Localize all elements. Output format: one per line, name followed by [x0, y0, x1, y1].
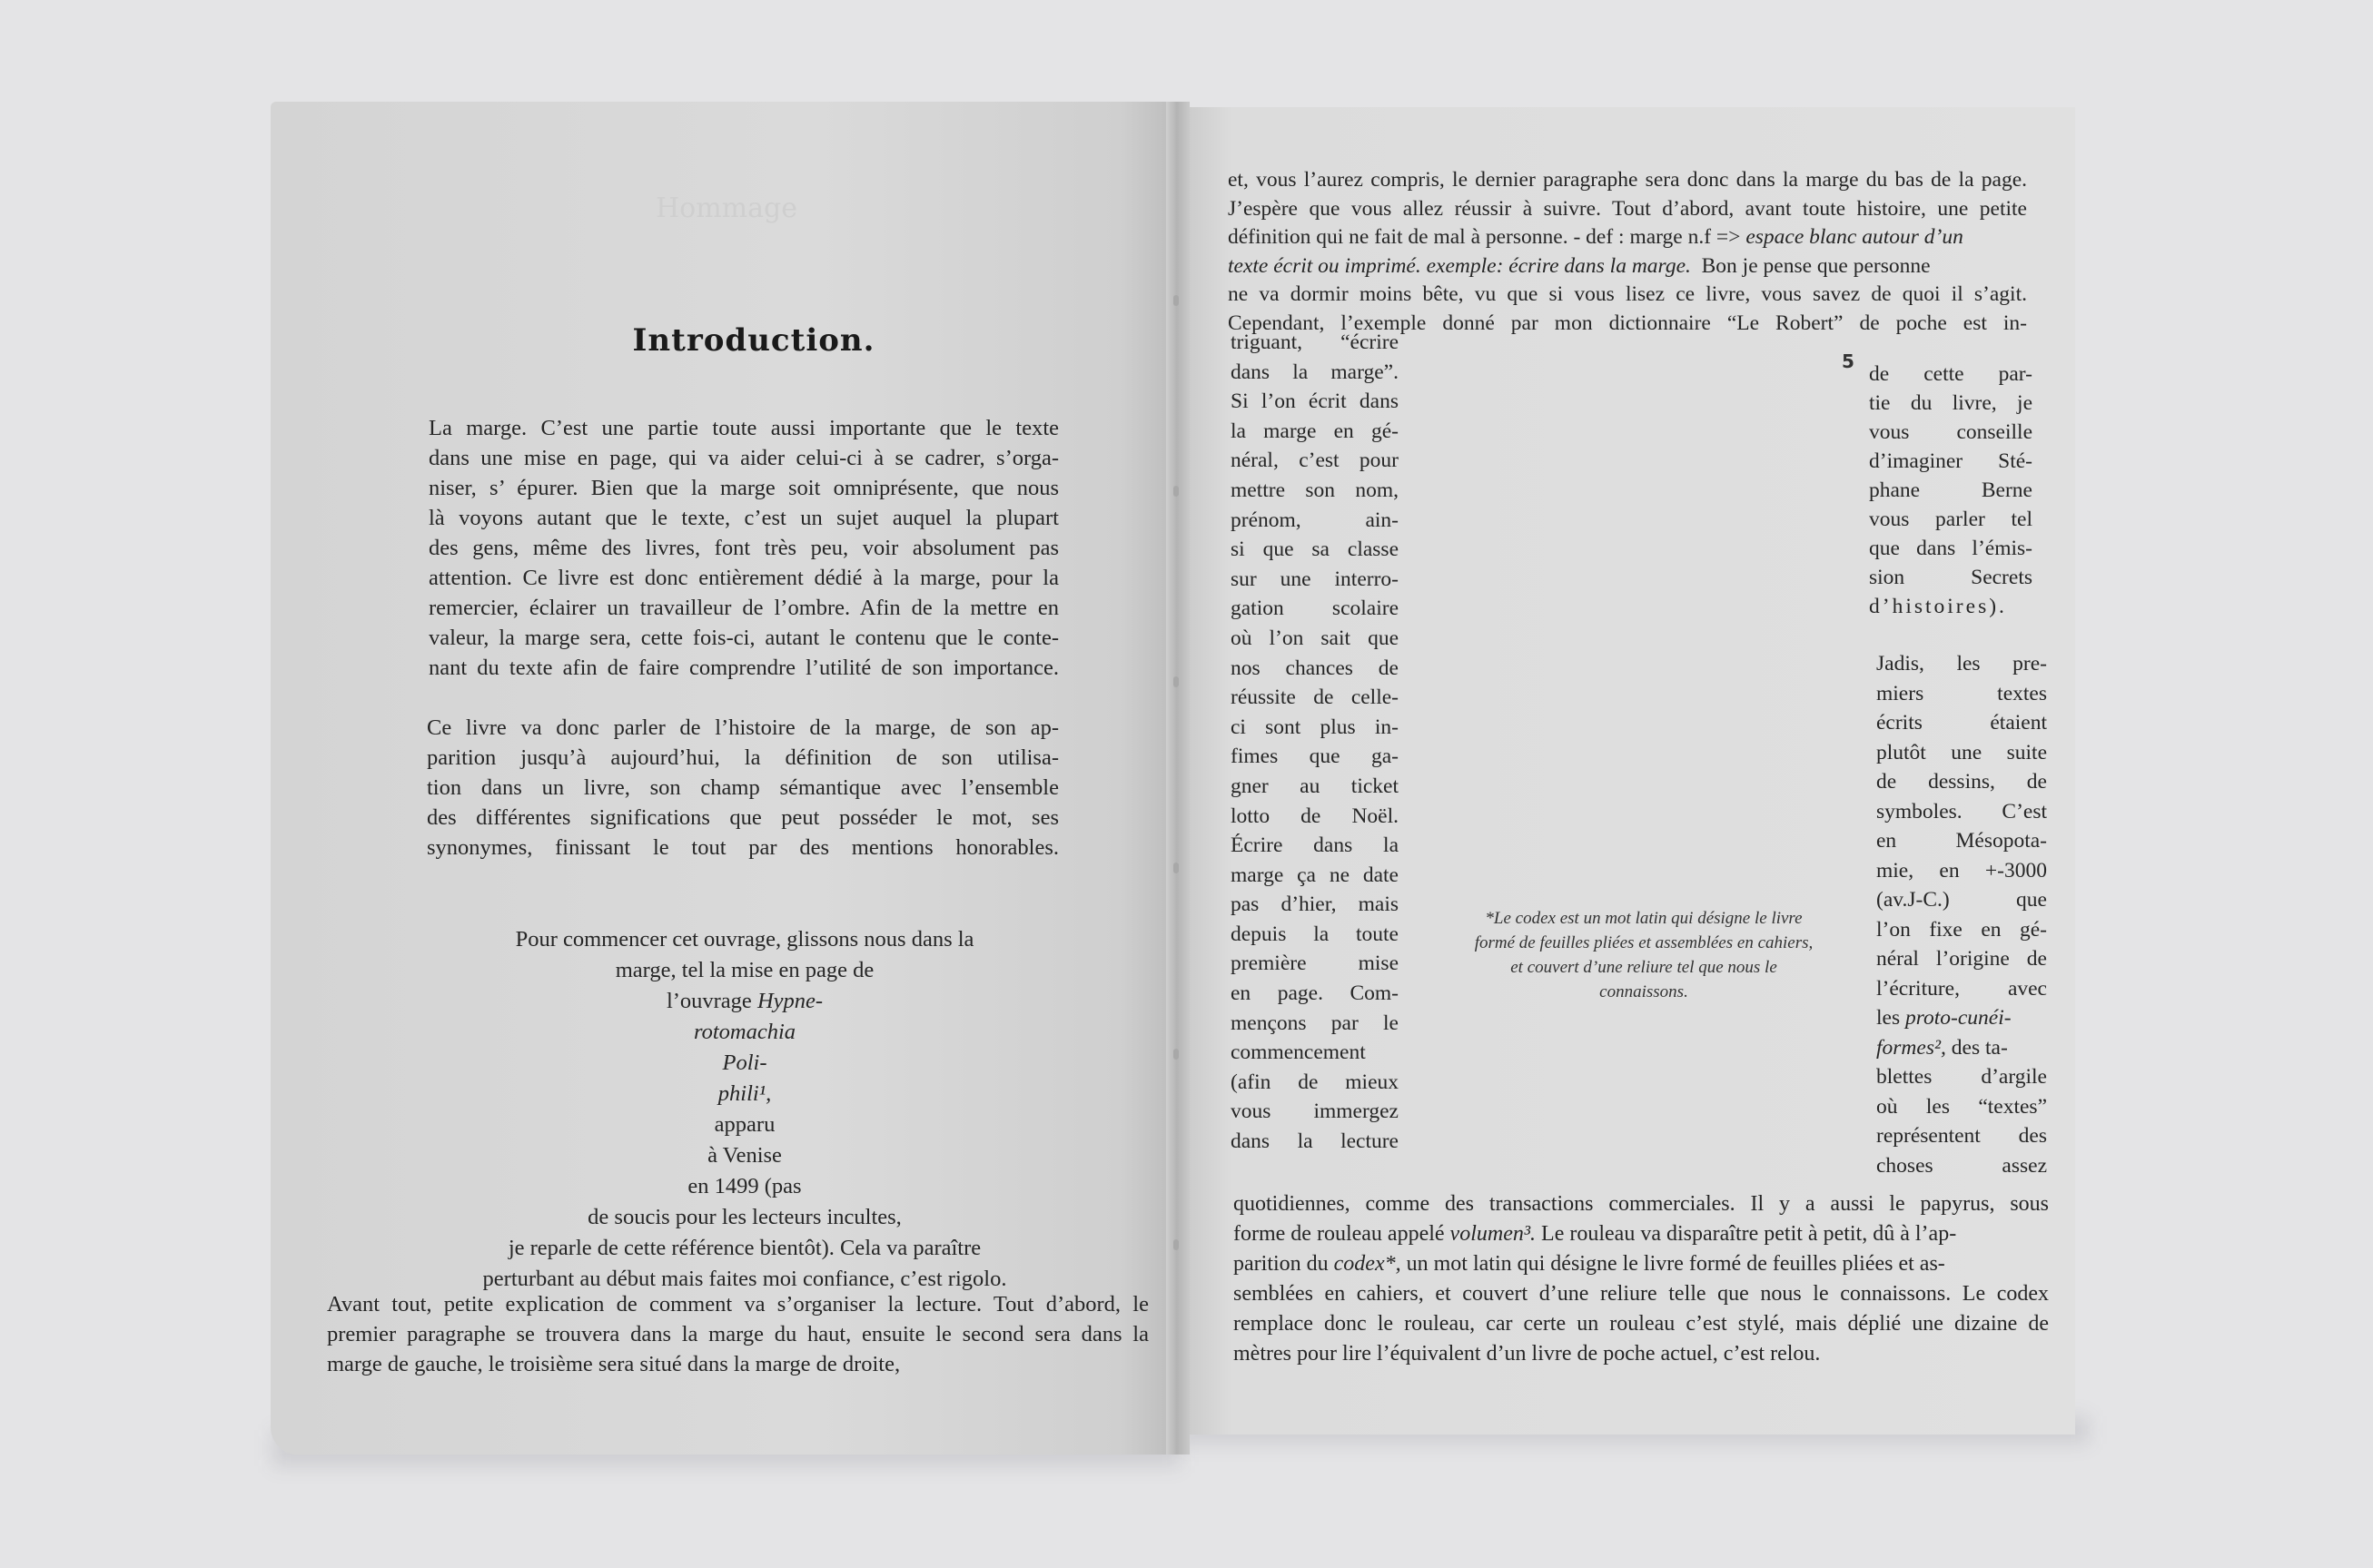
text-line: où les “textes”	[1876, 1094, 2047, 1119]
text-line: valeur, la marge sera, cette fois-ci, autant le contenu que le conte-	[429, 626, 1059, 650]
right-right-margin-column-a	[1869, 360, 2032, 621]
text-line: de dessins, de	[1876, 770, 2047, 794]
text-line: mètres pour lire l’équivalent d’un livre de poche actuel, c’est relou.	[1233, 1342, 1821, 1366]
text-line: marge ça ne date	[1231, 863, 1399, 887]
text-line: des différentes significations que peut posséder le mot, ses	[427, 805, 1059, 830]
text-line: Si l’on écrit dans	[1231, 390, 1399, 414]
ghost-heading: Hommage	[656, 192, 797, 224]
text-line: synonymes, finissant le tout par des mentions honorables.	[427, 835, 1059, 860]
text-line: dans une mise en page, qui va aider celui-ci à se cadrer, s’orga-	[429, 446, 1059, 470]
text-line	[1233, 1219, 2049, 1249]
italic-title-fragment: Hypne-	[756, 989, 824, 1013]
text-line: symboles. C’est	[1876, 799, 2047, 823]
text-line: mençons par le	[1231, 1011, 1399, 1035]
text-line: ci sont plus in-	[1231, 715, 1399, 739]
text-line: mettre son nom,	[1231, 478, 1399, 502]
text-line: marge de gauche, le troisième sera situé dans la marge de droite,	[327, 1352, 901, 1376]
text-line: représentent des	[1876, 1124, 2047, 1148]
text-fragment: l’ouvrage	[666, 989, 752, 1013]
text-line: des gens, même des livres, font très peu, voir absolument pas	[429, 536, 1059, 560]
text-line: pas d’hier, mais	[1231, 892, 1399, 917]
text-line: J’espère que vous allez réussir à suivre. Tout d’abord, avant toute histoire, une petite	[1228, 196, 2027, 221]
text-line: tie du livre, je	[1869, 391, 2032, 415]
text-line: que dans l’émis-	[1869, 537, 2032, 560]
text-line: dans la marge”.	[1231, 360, 1399, 384]
right-top-margin-text	[1228, 166, 2027, 338]
italic-term: volumen³.	[1449, 1222, 1537, 1246]
text-line: vous parler tel	[1869, 508, 2032, 531]
text-line: triguant, “écrire	[1231, 330, 1399, 354]
text-line: remercier, éclairer un travailleur de l’ombre. Afin de la mettre en	[429, 596, 1059, 620]
text-line: vous immergez	[1231, 1100, 1399, 1124]
right-left-margin-column	[1231, 328, 1399, 1157]
text-line: en Mésopota-	[1876, 829, 2047, 853]
text-line: d’imaginer Sté-	[1869, 449, 2032, 473]
binding-hole	[1173, 1049, 1179, 1060]
text-line: mie, en +-3000	[1876, 858, 2047, 883]
text-line	[400, 986, 1090, 1017]
text-line: gation scolaire	[1231, 597, 1399, 621]
text-line: blettes d’argile	[1876, 1065, 2047, 1089]
intro-paragraph-2	[427, 713, 1059, 863]
text-line: choses assez	[1876, 1153, 2047, 1178]
text-line: Jadis, les pre-	[1876, 652, 2047, 676]
text-line: là voyons autant que le texte, c’est un sujet auquel la plupart	[429, 506, 1059, 530]
text-line	[1233, 1249, 2049, 1279]
italic-term: formes²,	[1876, 1035, 1946, 1060]
text-line	[1876, 1033, 2047, 1063]
binding-hole	[1173, 863, 1179, 873]
text-line: prénom, ain-	[1231, 508, 1399, 532]
text-line: où l’on sait que	[1231, 626, 1399, 650]
text-line: l’on fixe en gé-	[1876, 917, 2047, 942]
left-bottom-margin-text	[327, 1289, 1149, 1379]
text-line: attention. Ce livre est donc entièrement dédié à la marge, pour la	[429, 566, 1059, 590]
text-line: Poli-	[722, 1050, 767, 1075]
binding-hole	[1173, 486, 1179, 497]
text-line: nant du texte afin de faire comprendre l’utilité de son importance.	[429, 656, 1059, 680]
text-line: phili¹,	[717, 1081, 772, 1106]
page-title: Introduction.	[632, 322, 875, 359]
italic-term: codex*,	[1333, 1252, 1401, 1276]
text-line: dans la lecture	[1231, 1129, 1399, 1154]
italic-term: proto-cunéi-	[1904, 1006, 2012, 1030]
italic-definition: texte écrit ou imprimé. exemple: écrire dans la marge.	[1228, 253, 1691, 278]
text-fragment: les	[1876, 1006, 1901, 1030]
text-line: si que sa classe	[1231, 537, 1399, 562]
text-line: sion Secrets	[1869, 566, 2032, 589]
codex-footnote: *Le codex est un mot latin qui désigne le livre formé de feuilles pliées et assemblées en cahiers, et couvert d’une reliure tel que nous le connaissons.	[1474, 909, 1814, 1001]
text-line: plutôt une suite	[1876, 740, 2047, 764]
text-line: Cependant, l’exemple donné par mon dictionnaire “Le Robert” de poche est in-	[1228, 311, 2027, 335]
text-line: d’histoires).	[1869, 595, 2007, 618]
binding-hole	[1173, 676, 1179, 687]
text-line: sur une interro-	[1231, 567, 1399, 591]
text-line	[1876, 1003, 2047, 1033]
text-fragment: forme de rouleau appelé	[1233, 1222, 1445, 1246]
page-number: 5	[1842, 350, 1854, 372]
text-line: réussite de celle-	[1231, 685, 1399, 710]
text-line: miers textes	[1876, 681, 2047, 705]
text-fragment: un mot latin qui désigne le livre formé de feuilles pliées et as-	[1406, 1252, 1945, 1276]
text-line: en page. Com-	[1231, 981, 1399, 1006]
text-fragment: des ta-	[1951, 1035, 2008, 1060]
binding-hole	[1173, 295, 1179, 306]
text-line: rotomachia	[693, 1020, 796, 1044]
text-line: Ce livre va donc parler de l’histoire de la marge, de son ap-	[427, 715, 1059, 740]
text-line: La marge. C’est une partie toute aussi importante que le texte	[429, 416, 1059, 440]
text-line: gner au ticket	[1231, 774, 1399, 798]
text-line: ne va dormir moins bête, vu que si vous lisez ce livre, vous savez de quoi il s’agit.	[1228, 282, 2027, 306]
text-line: Pour commencer cet ouvrage, glissons nous dans la	[515, 927, 974, 952]
text-line	[1228, 223, 2027, 252]
text-line: marge, tel la mise en page de	[615, 958, 875, 982]
text-line: semblées en cahiers, et couvert d’une reliure telle que nous le connaissons. Le codex	[1233, 1282, 2049, 1306]
text-line: néral l’origine de	[1876, 947, 2047, 971]
text-line: apparu	[714, 1112, 776, 1137]
text-fragment: Le rouleau va disparaître petit à petit, dû à l’ap-	[1541, 1222, 1957, 1246]
right-bottom-margin-text	[1233, 1189, 2049, 1369]
intro-paragraph-1	[429, 413, 1059, 683]
binding-hole	[1173, 1239, 1179, 1250]
text-line: écrits étaient	[1876, 711, 2047, 735]
text-line: fimes que ga-	[1231, 745, 1399, 769]
text-line: commencement	[1231, 1040, 1366, 1065]
text-line: phane Berne	[1869, 478, 2032, 502]
italic-definition: espace blanc autour d’un	[1745, 225, 1963, 249]
text-line: premier paragraphe se trouvera dans la marge du haut, ensuite le second sera dans la	[327, 1322, 1149, 1346]
text-line: en 1499 (pas	[687, 1174, 802, 1198]
shaped-paragraph	[400, 924, 1090, 1295]
text-line: la marge en gé-	[1231, 419, 1399, 443]
text-line: je reparle de cette référence bientôt). Cela va paraître	[508, 1236, 982, 1260]
text-line: l’écriture, avec	[1876, 976, 2047, 1001]
text-line: perturbant au début mais faites moi confiance, c’est rigolo.	[482, 1267, 1007, 1291]
text-line: de cette par-	[1869, 362, 2032, 386]
text-line: et, vous l’aurez compris, le dernier paragraphe sera donc dans la marge du bas de la page.	[1228, 168, 2027, 192]
text-line: remplace donc le rouleau, car certe un rouleau c’est stylé, mais déplié une dizaine de	[1233, 1312, 2049, 1336]
text-line: à Venise	[707, 1143, 782, 1168]
text-fragment: définition qui ne fait de mal à personne. - def : marge n.f =>	[1228, 225, 1741, 249]
text-line: (afin de mieux	[1231, 1070, 1399, 1094]
text-line: première mise	[1231, 952, 1399, 976]
text-line	[1228, 252, 2027, 281]
text-line: Écrire dans la	[1231, 833, 1399, 858]
text-fragment: Bon je pense que personne	[1701, 253, 1931, 278]
text-fragment: parition du	[1233, 1252, 1329, 1276]
text-line: parition jusqu’à aujourd’hui, la définition de son utilisa-	[427, 745, 1059, 770]
right-right-margin-column-b	[1876, 649, 2047, 1180]
text-line: tion dans un livre, son champ sémantique avec l’ensemble	[427, 775, 1059, 800]
text-line: depuis la toute	[1231, 922, 1399, 946]
text-line: vous conseille	[1869, 420, 2032, 444]
text-line: Avant tout, petite explication de comment va s’organiser la lecture. Tout d’abord, le	[327, 1292, 1149, 1317]
text-line: quotidiennes, comme des transactions commerciales. Il y a aussi le papyrus, sous	[1233, 1192, 2049, 1216]
text-line: de soucis pour les lecteurs incultes,	[588, 1205, 902, 1229]
text-line: niser, s’ épurer. Bien que la marge soit omniprésente, que nous	[429, 476, 1059, 500]
text-line: (av.J-C.) que	[1876, 888, 2047, 912]
text-line: lotto de Noël.	[1231, 804, 1399, 828]
text-line: néral, c’est pour	[1231, 449, 1399, 473]
text-line: nos chances de	[1231, 656, 1399, 680]
